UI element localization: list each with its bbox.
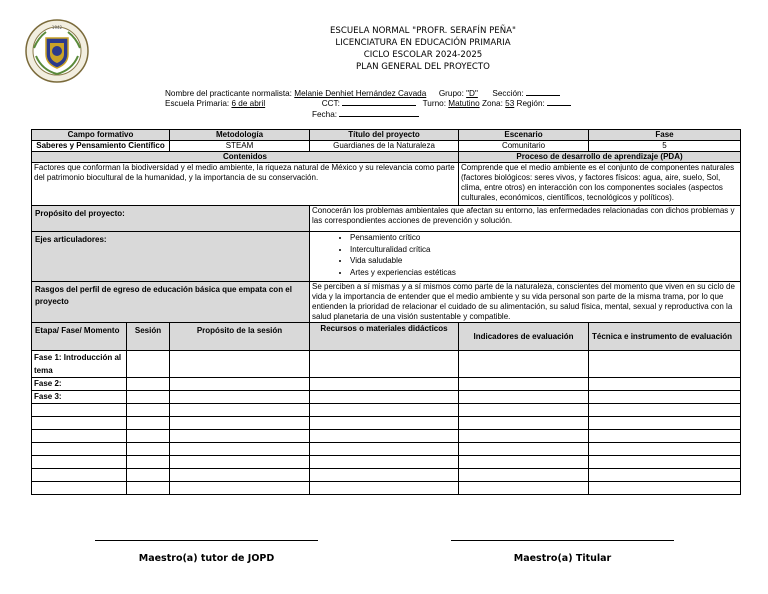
contenidos-label: Contenidos — [32, 152, 459, 163]
purpose-cell[interactable] — [170, 456, 310, 469]
header-fase: Fase — [589, 130, 741, 141]
pda-label: Proceso de desarrollo de aprendizaje (PDA) — [459, 152, 741, 163]
cct-blank — [342, 97, 416, 106]
header-escenario: Escenario — [459, 130, 589, 141]
region-label: Región: — [516, 99, 545, 108]
grupo-label: Grupo: — [438, 89, 464, 98]
indicators-cell[interactable] — [459, 456, 589, 469]
technique-cell[interactable] — [589, 404, 741, 417]
phase-label: Fase 2: — [32, 378, 127, 391]
session-cell[interactable] — [127, 351, 170, 378]
indicators-cell[interactable] — [459, 482, 589, 495]
proposito-row — [32, 206, 741, 232]
rasgos-text[interactable]: Se perciben a sí mismas y a sí mismos como parte de la naturaleza, conscientes del momento que viven en su ciclo de vida y la importancia de entender que el medio ambiente y su vida personal son parte de la misma trama, por lo que entienden la prioridad de relacionar el cuidado de su alimentación, su salud física, mental, sexual y reproductiva con la salud planetaria de una visión sustentable y compatible. — [310, 282, 741, 323]
header-campo-formativo: Campo formativo — [32, 130, 170, 141]
pda-text[interactable]: Comprende que el medio ambiente es el conjunto de componentes naturales (factores biológicos: seres vivos, y factores físicos: agua, aire, suelo, Sol, clima, entre otros) en interacción con los componentes sociales (aspectos culturales, económicos, científicos, tecnológicos y políticos). — [459, 163, 741, 206]
rasgos-row — [32, 282, 741, 323]
resources-cell[interactable] — [310, 469, 459, 482]
technique-cell[interactable] — [589, 443, 741, 456]
phase-cell[interactable] — [32, 430, 127, 443]
session-cell[interactable] — [127, 417, 170, 430]
session-cell[interactable] — [127, 404, 170, 417]
document-header — [230, 25, 616, 73]
header-metodologia: Metodología — [170, 130, 310, 141]
practicante-label: Nombre del practicante normalista: — [165, 89, 292, 98]
purpose-cell[interactable] — [170, 351, 310, 378]
seccion-blank — [526, 87, 560, 96]
ejes-label: Ejes articuladores: — [32, 232, 310, 282]
session-cell[interactable] — [127, 456, 170, 469]
fecha-label: Fecha: — [312, 110, 338, 119]
session-header-row — [32, 323, 741, 351]
session-cell[interactable] — [127, 469, 170, 482]
purpose-cell[interactable] — [170, 417, 310, 430]
session-cell[interactable] — [127, 482, 170, 495]
indicators-cell[interactable] — [459, 469, 589, 482]
technique-cell[interactable] — [589, 378, 741, 391]
school-name: ESCUELA NORMAL "PROFR. SERAFÍN PEÑA" — [329, 26, 517, 36]
phase-cell[interactable] — [32, 456, 127, 469]
empty-row — [32, 456, 741, 469]
value-titulo[interactable]: Guardianes de la Naturaleza — [310, 141, 459, 152]
indicators-cell[interactable] — [459, 351, 589, 378]
summary-values-row — [32, 141, 741, 152]
resources-cell[interactable] — [310, 443, 459, 456]
ejes-row — [32, 232, 741, 282]
practicante-name: Melanie Denhiet Hernández Cavada — [294, 89, 427, 98]
ejes-cell[interactable] — [310, 232, 741, 282]
summary-header-row — [32, 130, 741, 141]
value-fase[interactable]: 5 — [589, 141, 741, 152]
purpose-cell[interactable] — [170, 469, 310, 482]
phase-cell[interactable] — [32, 469, 127, 482]
purpose-cell[interactable] — [170, 391, 310, 404]
header-recursos: Recursos o materiales didácticos — [310, 323, 459, 351]
purpose-cell[interactable] — [170, 430, 310, 443]
contenidos-header-row — [32, 152, 741, 163]
phase-label: Fase 1: Introducción al tema — [32, 351, 127, 378]
region-blank — [547, 97, 571, 106]
value-metodologia[interactable]: STEAM — [170, 141, 310, 152]
empty-row — [32, 404, 741, 417]
empty-row — [32, 482, 741, 495]
header-tecnica: Técnica e instrumento de evaluación — [589, 323, 741, 351]
titular-signature-label: Maestro(a) Titular — [513, 553, 612, 564]
header-etapa: Etapa/ Fase/ Momento — [32, 323, 127, 351]
turno-label: Turno: — [422, 99, 446, 108]
eje-item: • Pensamiento crítico — [350, 232, 738, 244]
titular-signature-line — [451, 540, 674, 541]
resources-cell[interactable] — [310, 417, 459, 430]
eje-item: • Interculturalidad crítica — [350, 244, 738, 256]
technique-cell[interactable] — [589, 430, 741, 443]
phase-row — [32, 391, 741, 404]
school-logo — [24, 18, 90, 84]
eje-item: • Vida saludable — [350, 255, 738, 267]
header-sesion: Sesión — [127, 323, 170, 351]
technique-cell[interactable] — [589, 469, 741, 482]
seccion-label: Sección: — [492, 89, 524, 98]
grupo-value: "D" — [466, 89, 478, 98]
technique-cell[interactable] — [589, 482, 741, 495]
indicators-cell[interactable] — [459, 391, 589, 404]
resources-cell[interactable] — [310, 404, 459, 417]
degree-name: LICENCIATURA EN EDUCACIÓN PRIMARIA — [335, 38, 511, 48]
zona-label: Zona: — [481, 99, 503, 108]
empty-row — [32, 469, 741, 482]
escuela-value: 6 de abril — [231, 99, 266, 108]
turno-value: Matutino — [448, 99, 480, 108]
document-title: PLAN GENERAL DEL PROYECTO — [356, 62, 490, 72]
value-escenario[interactable]: Comunitario — [459, 141, 589, 152]
proposito-label: Propósito del proyecto: — [32, 206, 310, 232]
phase-label: Fase 3: — [32, 391, 127, 404]
zona-value: 53 — [505, 99, 515, 108]
purpose-cell[interactable] — [170, 404, 310, 417]
indicators-cell[interactable] — [459, 417, 589, 430]
resources-cell[interactable] — [310, 482, 459, 495]
info-line-3 — [312, 108, 419, 120]
session-cell[interactable] — [127, 430, 170, 443]
tutor-signature-line — [95, 540, 318, 541]
empty-row — [32, 417, 741, 430]
purpose-cell[interactable] — [170, 378, 310, 391]
escuela-label: Escuela Primaria: — [165, 99, 230, 108]
indicators-cell[interactable] — [459, 378, 589, 391]
phase-row — [32, 351, 741, 378]
header-indicadores: Indicadores de evaluación — [459, 323, 589, 351]
contenidos-row — [32, 163, 741, 206]
svg-text:1942: 1942 — [51, 25, 63, 30]
technique-cell[interactable] — [589, 456, 741, 469]
session-cell[interactable] — [127, 391, 170, 404]
resources-cell[interactable] — [310, 391, 459, 404]
indicators-cell[interactable] — [459, 430, 589, 443]
resources-cell[interactable] — [310, 456, 459, 469]
phase-cell[interactable] — [32, 404, 127, 417]
proposito-text[interactable]: Conocerán los problemas ambientales que afectan su entorno, las enfermedades relacionadas con dichos problemas y las correspondientes acciones de prevención y solución. — [310, 206, 741, 232]
phase-row — [32, 378, 741, 391]
phase-cell[interactable] — [32, 482, 127, 495]
header-proposito-sesion: Propósito de la sesión — [170, 323, 310, 351]
purpose-cell[interactable] — [170, 482, 310, 495]
tutor-signature-label: Maestro(a) tutor de JOPD — [138, 553, 275, 564]
resources-cell[interactable] — [310, 430, 459, 443]
resources-cell[interactable] — [310, 378, 459, 391]
indicators-cell[interactable] — [459, 404, 589, 417]
ejes-list — [312, 232, 738, 278]
indicators-cell[interactable] — [459, 443, 589, 456]
empty-row — [32, 430, 741, 443]
technique-cell[interactable] — [589, 391, 741, 404]
purpose-cell[interactable] — [170, 443, 310, 456]
technique-cell[interactable] — [589, 351, 741, 378]
resources-cell[interactable] — [310, 351, 459, 378]
school-year: CICLO ESCOLAR 2024-2025 — [363, 50, 483, 60]
value-campo-formativo[interactable]: Saberes y Pensamiento Científico — [32, 141, 170, 152]
header-titulo: Título del proyecto — [310, 130, 459, 141]
project-plan-table — [31, 129, 741, 495]
phase-cell[interactable] — [32, 417, 127, 430]
session-cell[interactable] — [127, 378, 170, 391]
empty-row — [32, 443, 741, 456]
phase-cell[interactable] — [32, 443, 127, 456]
technique-cell[interactable] — [589, 417, 741, 430]
cct-label: CCT: — [321, 99, 340, 108]
eje-item: • Artes y experiencias estéticas — [350, 267, 738, 279]
rasgos-label: Rasgos del perfil de egreso de educación básica que empata con el proyecto — [32, 282, 310, 323]
session-cell[interactable] — [127, 443, 170, 456]
fecha-blank — [339, 108, 419, 117]
contenidos-text[interactable]: Factores que conforman la biodiversidad y el medio ambiente, la riqueza natural de México y su relevancia como parte del patrimonio biocultural de la humanidad, y la importancia de su conservación. — [32, 163, 459, 206]
